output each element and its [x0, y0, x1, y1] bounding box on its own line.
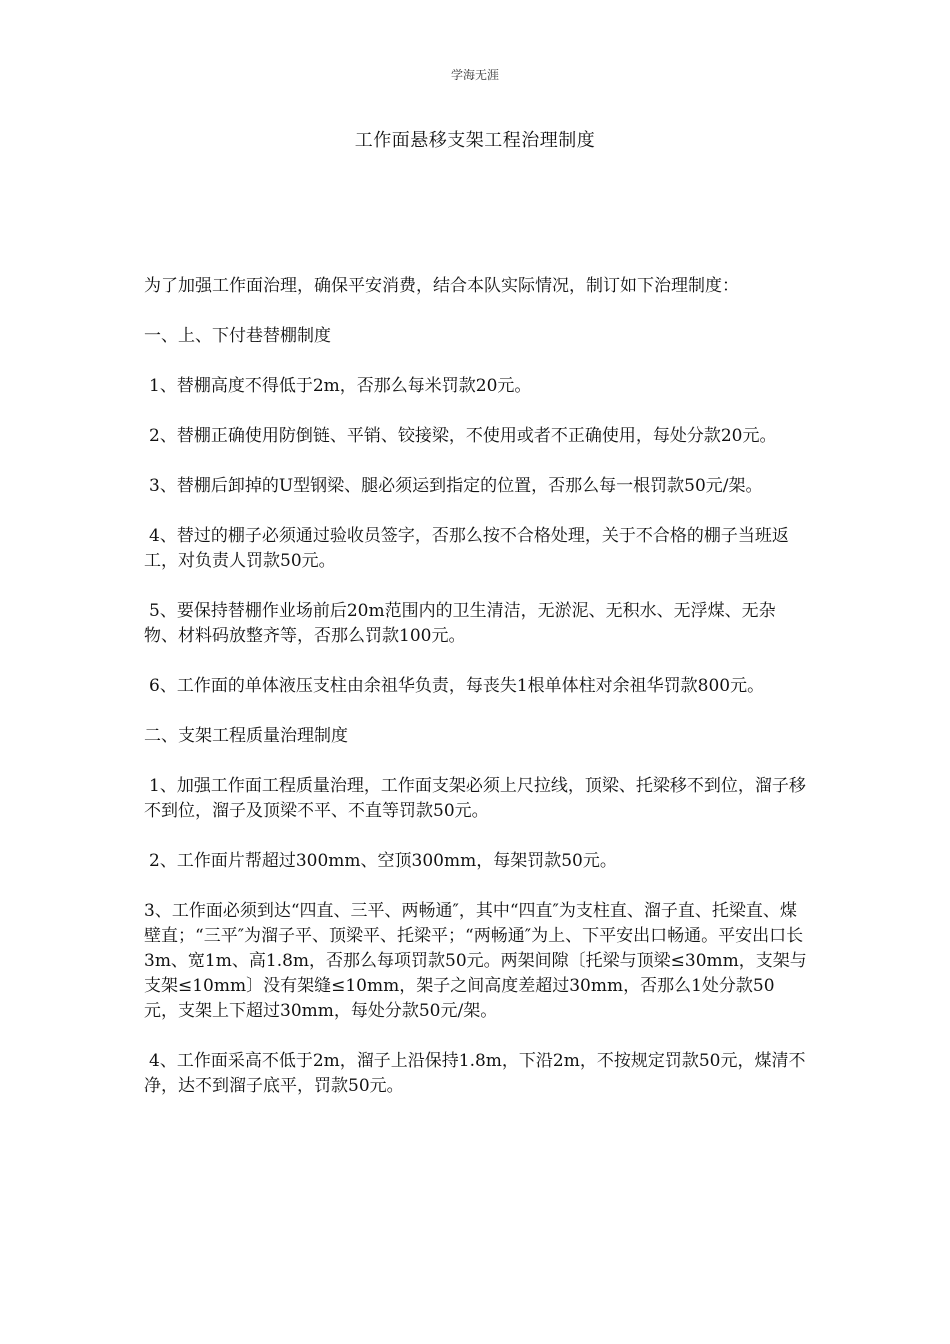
paragraph: 为了加强工作面治理，确保平安消费，结合本队实际情况，制订如下治理制度：	[144, 276, 739, 296]
paragraph: 4、替过的棚子必须通过验收员签字，否那么按不合格处理，关于不合格的棚子当班返工，对负责人罚款50元。	[144, 526, 789, 571]
document-title: 工作面悬移支架工程治理制度	[354, 130, 596, 151]
paragraph: 4、工作面采高不低于2m，溜子上沿保持1.8m，下沿2m，不按规定罚款50元，煤清不净，达不到溜子底平，罚款50元。	[144, 1051, 806, 1096]
paragraph: 6、工作面的单体液压支柱由余祖华负责，每丧失1根单体柱对余祖华罚款800元。	[149, 676, 765, 696]
section-heading: 二、支架工程质量治理制度	[144, 726, 348, 746]
section-heading: 一、上、下付巷替棚制度	[144, 326, 331, 346]
paragraph: 2、替棚正确使用防倒链、平销、铰接梁，不使用或者不正确使用，每处分款20元。	[149, 426, 777, 446]
document-body	[144, 274, 808, 1124]
paragraph: 5、要保持替棚作业场前后20m范围内的卫生清洁，无淤泥、无积水、无浮煤、无杂物、材料码放整齐等，否那么罚款100元。	[144, 601, 776, 646]
paragraph: 2、工作面片帮超过300mm、空顶300mm，每架罚款50元。	[149, 851, 617, 871]
paragraph: 1、替棚高度不得低于2m，否那么每米罚款20元。	[149, 376, 532, 396]
paragraph: 1、加强工作面工程质量治理，工作面支架必须上尺拉线，顶梁、托梁移不到位，溜子移不到位，溜子及顶梁不平、不直等罚款50元。	[144, 776, 806, 821]
page-header: 学海无涯	[450, 68, 499, 82]
paragraph: 3、工作面必须到达“四直、三平、两畅通″，其中“四直″为支柱直、溜子直、托梁直、煤壁直；“三平″为溜子平、顶梁平、托梁平；“两畅通″为上、下平安出口畅通。平安出口长3m、宽1m、高1.8m，否那么每项罚款50元。两架间隙〔托梁与顶梁≤30mm，支架与支架≤10mm〕没有架缝≤10mm，架子之间高度差超过30mm，否那么1处分款50元，支架上下超过30mm，每处分款50元/架。	[144, 901, 807, 1021]
paragraph: 3、替棚后卸掉的U型钢梁、腿必须运到指定的位置，否那么每一根罚款50元/架。	[149, 476, 763, 496]
